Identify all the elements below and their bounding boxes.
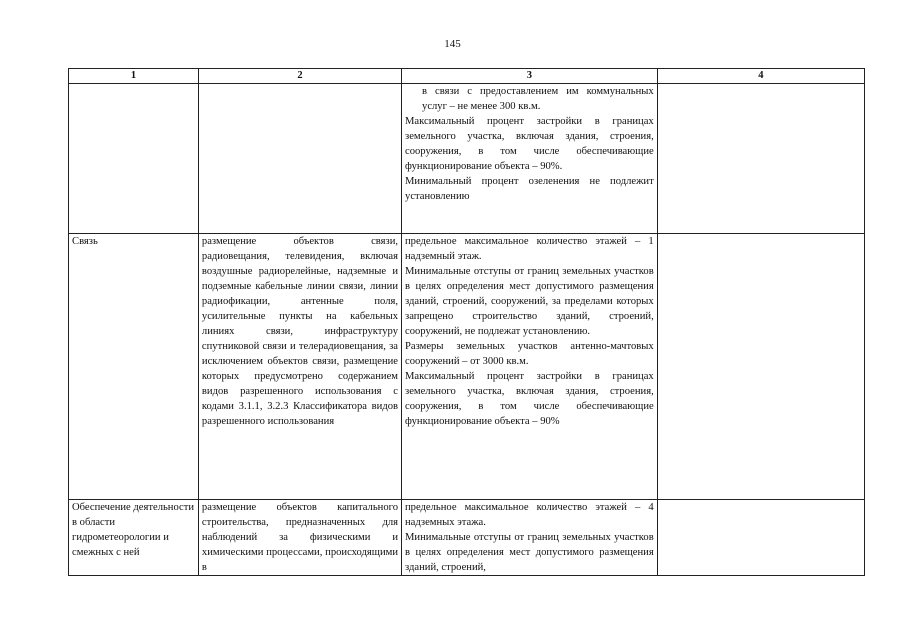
column-header-4: 4 [657,69,864,84]
row2-use-name: Связь [69,234,199,500]
row2-param-setbacks: Минимальные отступы от границ земельных участков в целях определения мест допустимого размещения зданий, строений, сооружений, за пределами которых запрещено строительство зданий, строений, сооружений, не подлежат установлению. [405,266,654,337]
page-number: 145 [444,38,461,50]
column-header-3: 3 [402,69,658,84]
row1-param-max-coverage: Максимальный процент застройки в границах земельного участка, включая здания, строения, сооружения, в том числе обеспечивающие функционирование объекта – 90%. [405,116,654,172]
row3-notes [657,500,864,576]
row2-parameters [402,234,658,500]
row1-param-continuation: в связи с предоставлением им коммунальных услуг – не менее 300 кв.м. [422,86,654,112]
row3-param-floors: предельное максимальное количество этажей – 4 надземных этажа. [405,502,654,528]
row3-use-description: размещение объектов капитального строительства, предназначенных для наблюдений за физическими и химическими процессами, происходящими в [198,500,401,576]
regulations-table [68,68,865,576]
column-header-1: 1 [69,69,199,84]
row1-use-name [69,84,199,234]
row1-notes [657,84,864,234]
table-row [69,84,865,234]
table-row [69,500,865,576]
row2-param-floors: предельное максимальное количество этажей – 1 надземный этаж. [405,236,654,262]
table-row [69,234,865,500]
row1-parameters [402,84,658,234]
row1-param-greening: Минимальный процент озеленения не подлежит установлению [405,176,654,202]
row2-param-plot-size: Размеры земельных участков антенно-мачтовых сооружений – от 3000 кв.м. [405,341,654,367]
table-header-row [69,69,865,84]
row3-param-setbacks: Минимальные отступы от границ земельных участков в целях определения мест допустимого размещения зданий, строений, [405,532,654,573]
row3-use-name: Обеспечение деятельности в области гидрометеорологии и смежных с ней [69,500,199,576]
row2-notes [657,234,864,500]
column-header-2: 2 [198,69,401,84]
row3-parameters [402,500,658,576]
row1-use-description [198,84,401,234]
row2-param-max-coverage: Максимальный процент застройки в границах земельного участка, включая здания, строения, сооружения, в том числе обеспечивающие функционирование объекта – 90% [405,371,654,427]
row2-use-description: размещение объектов связи, радиовещания, телевидения, включая воздушные радиорелейные, надземные и подземные кабельные линии связи, линии радиофикации, антенные поля, усилительные пункты на кабельных линиях связи, инфраструктуру спутниковой связи и телерадиовещания, за исключением объектов связи, размещение которых предусмотрено содержанием видов разрешенного использования с кодами 3.1.1, 3.2.3 Классификатора видов разрешенного использования [198,234,401,500]
